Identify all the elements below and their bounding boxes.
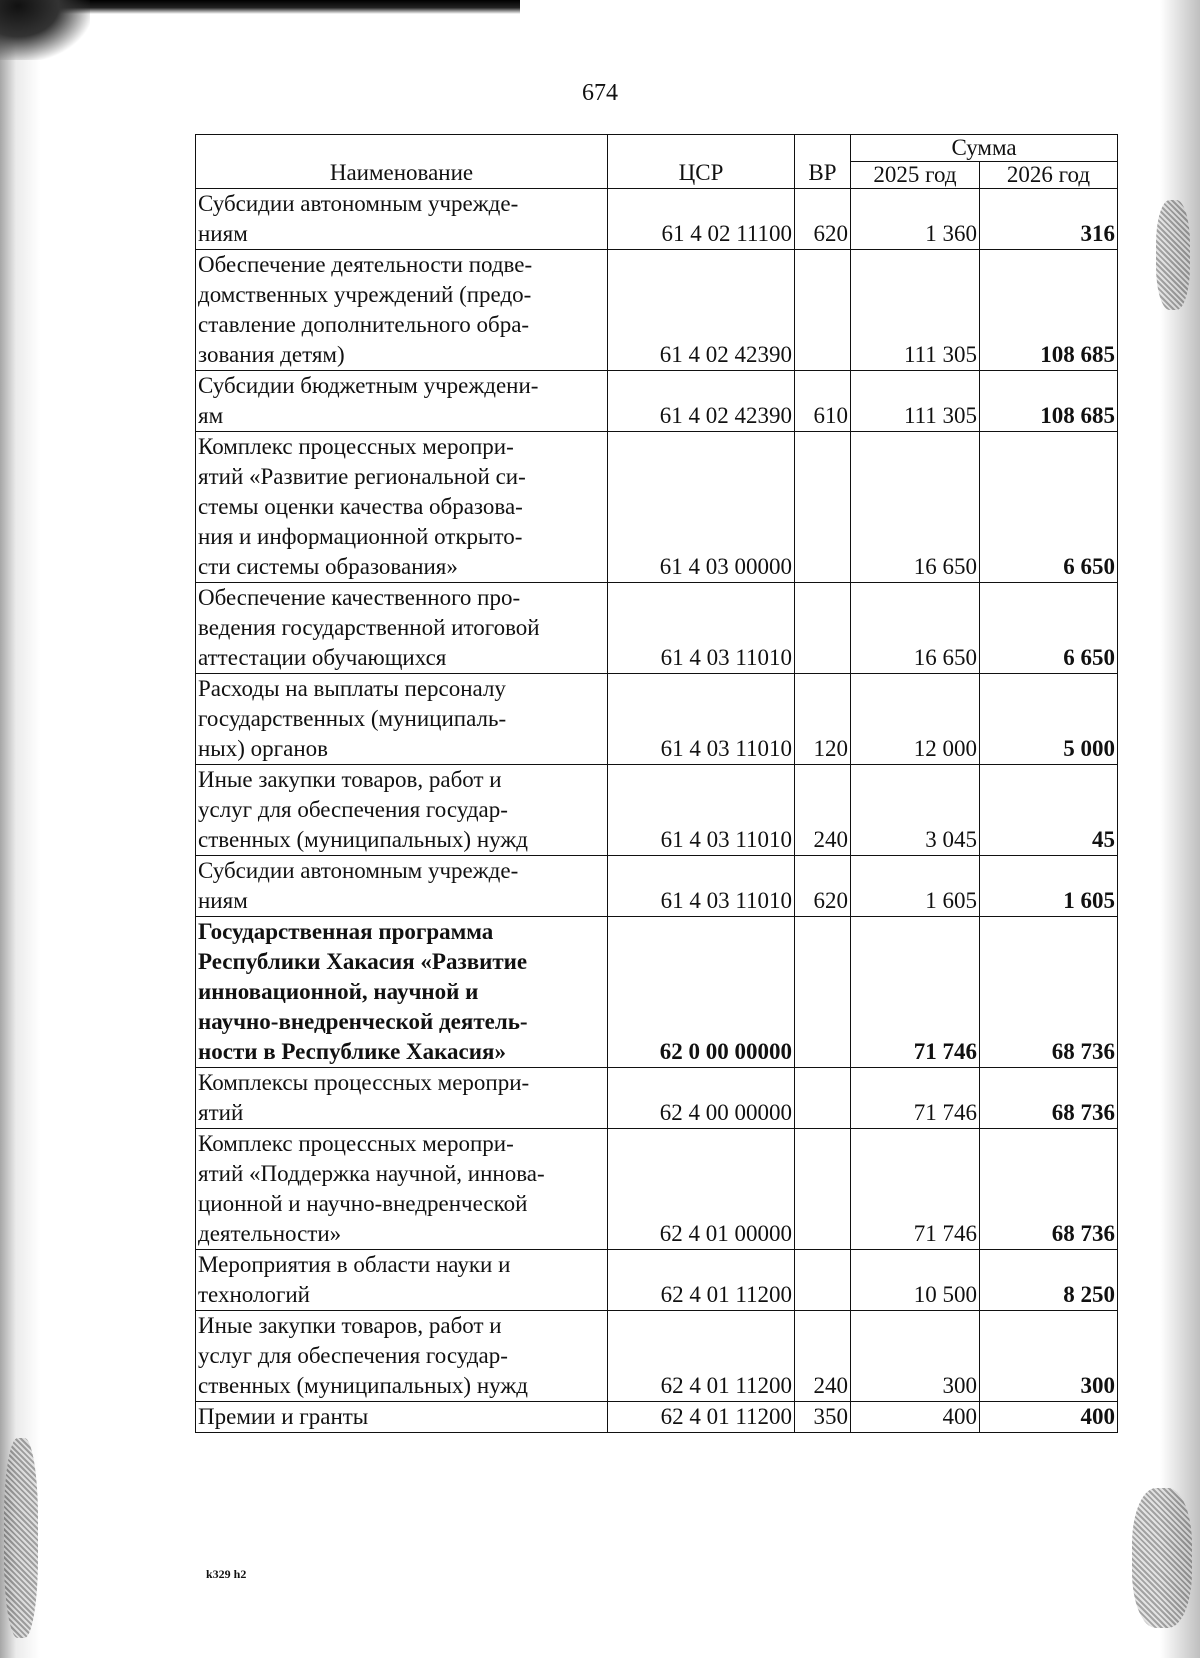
row-vr: 240 — [795, 1311, 851, 1402]
row-csr: 61 4 03 11010 — [608, 765, 795, 856]
row-sum-2026: 6 650 — [980, 583, 1118, 674]
row-sum-2025: 71 746 — [851, 1129, 980, 1250]
page-number: 674 — [582, 80, 618, 106]
row-sum-2026: 108 685 — [980, 371, 1118, 432]
table-row — [196, 250, 1118, 371]
row-sum-2025: 400 — [851, 1402, 980, 1433]
row-sum-2025: 1 360 — [851, 189, 980, 250]
table-row — [196, 765, 1118, 856]
row-vr — [795, 1129, 851, 1250]
row-csr: 62 4 00 00000 — [608, 1068, 795, 1129]
row-sum-2025: 12 000 — [851, 674, 980, 765]
row-name: Субсидии автономным учрежде- ниям — [196, 189, 608, 250]
row-csr: 61 4 02 11100 — [608, 189, 795, 250]
row-sum-2026: 5 000 — [980, 674, 1118, 765]
row-vr: 620 — [795, 856, 851, 917]
footer-code: k329 h2 — [206, 1567, 247, 1581]
row-name: Субсидии автономным учрежде- ниям — [196, 856, 608, 917]
table-row — [196, 1250, 1118, 1311]
header-row-1 — [196, 135, 1118, 162]
row-name: Расходы на выплаты персоналу государственных (муниципаль- ных) органов — [196, 674, 608, 765]
row-sum-2025: 1 605 — [851, 856, 980, 917]
row-name: Комплекс процессных меропри- ятий «Развитие региональной си- стемы оценки качества образова- ния и информационной открыто- сти системы образования» — [196, 432, 608, 583]
table-row — [196, 432, 1118, 583]
row-csr: 61 4 02 42390 — [608, 250, 795, 371]
table-row — [196, 1129, 1118, 1250]
table-row — [196, 189, 1118, 250]
table-row — [196, 917, 1118, 1068]
table-row — [196, 371, 1118, 432]
row-sum-2025: 10 500 — [851, 1250, 980, 1311]
row-sum-2026: 68 736 — [980, 917, 1118, 1068]
header-year-2025: 2025 год — [851, 162, 980, 189]
row-sum-2025: 111 305 — [851, 250, 980, 371]
row-name: Иные закупки товаров, работ и услуг для обеспечения государ- ственных (муниципальных) нужд — [196, 765, 608, 856]
row-csr: 61 4 03 00000 — [608, 432, 795, 583]
row-sum-2026: 45 — [980, 765, 1118, 856]
row-sum-2026: 400 — [980, 1402, 1118, 1433]
header-csr: ЦСР — [608, 135, 795, 189]
table-body — [196, 189, 1118, 1433]
row-csr: 61 4 02 42390 — [608, 371, 795, 432]
table-row — [196, 1068, 1118, 1129]
row-name: Мероприятия в области науки и технологий — [196, 1250, 608, 1311]
row-vr — [795, 432, 851, 583]
row-name: Комплекс процессных меропри- ятий «Поддержка научной, иннова- ционной и научно-внедренческой деятельности» — [196, 1129, 608, 1250]
row-sum-2026: 1 605 — [980, 856, 1118, 917]
row-sum-2025: 16 650 — [851, 432, 980, 583]
scan-noise-right-bottom — [1132, 1488, 1192, 1628]
table-row — [196, 1402, 1118, 1433]
row-vr: 120 — [795, 674, 851, 765]
row-vr: 240 — [795, 765, 851, 856]
row-name: Иные закупки товаров, работ и услуг для обеспечения государ- ственных (муниципальных) нужд — [196, 1311, 608, 1402]
row-name: Обеспечение деятельности подве- домственных учреждений (предо- ставление дополнительного обра- зования детям) — [196, 250, 608, 371]
header-name: Наименование — [196, 135, 608, 189]
header-year-2026: 2026 год — [980, 162, 1118, 189]
row-csr: 62 4 01 11200 — [608, 1402, 795, 1433]
row-sum-2026: 68 736 — [980, 1129, 1118, 1250]
table-row — [196, 856, 1118, 917]
scan-noise-right-top — [1156, 200, 1190, 310]
row-sum-2026: 8 250 — [980, 1250, 1118, 1311]
table-row — [196, 674, 1118, 765]
row-name: Обеспечение качественного про- ведения государственной итоговой аттестации обучающихся — [196, 583, 608, 674]
row-sum-2025: 71 746 — [851, 917, 980, 1068]
row-name: Премии и гранты — [196, 1402, 608, 1433]
table-row — [196, 1311, 1118, 1402]
row-sum-2026: 68 736 — [980, 1068, 1118, 1129]
row-vr — [795, 583, 851, 674]
header-sum: Сумма — [851, 135, 1118, 162]
row-sum-2025: 16 650 — [851, 583, 980, 674]
row-vr — [795, 1250, 851, 1311]
row-vr — [795, 250, 851, 371]
scan-corner-shadow — [0, 0, 90, 60]
row-sum-2025: 3 045 — [851, 765, 980, 856]
row-sum-2025: 111 305 — [851, 371, 980, 432]
row-name: Субсидии бюджетным учреждени- ям — [196, 371, 608, 432]
budget-table — [195, 134, 1118, 1433]
scan-noise-left-bottom — [4, 1438, 38, 1638]
row-vr: 610 — [795, 371, 851, 432]
row-csr: 62 4 01 11200 — [608, 1250, 795, 1311]
row-vr: 620 — [795, 189, 851, 250]
row-sum-2026: 300 — [980, 1311, 1118, 1402]
row-name: Комплексы процессных меропри- ятий — [196, 1068, 608, 1129]
row-sum-2026: 108 685 — [980, 250, 1118, 371]
header-vr: ВР — [795, 135, 851, 189]
table-row — [196, 583, 1118, 674]
row-csr: 61 4 03 11010 — [608, 856, 795, 917]
row-vr — [795, 1068, 851, 1129]
row-sum-2025: 71 746 — [851, 1068, 980, 1129]
scan-shadow-left — [0, 0, 40, 1658]
row-csr: 61 4 03 11010 — [608, 583, 795, 674]
row-csr: 61 4 03 11010 — [608, 674, 795, 765]
row-csr: 62 4 01 11200 — [608, 1311, 795, 1402]
row-name: Государственная программа Республики Хакасия «Развитие инновационной, научной и научно-внедренческой деятель- ности в Республике Хакасия» — [196, 917, 608, 1068]
row-csr: 62 0 00 00000 — [608, 917, 795, 1068]
row-csr: 62 4 01 00000 — [608, 1129, 795, 1250]
row-vr — [795, 917, 851, 1068]
row-vr: 350 — [795, 1402, 851, 1433]
row-sum-2026: 6 650 — [980, 432, 1118, 583]
row-sum-2025: 300 — [851, 1311, 980, 1402]
row-sum-2026: 316 — [980, 189, 1118, 250]
